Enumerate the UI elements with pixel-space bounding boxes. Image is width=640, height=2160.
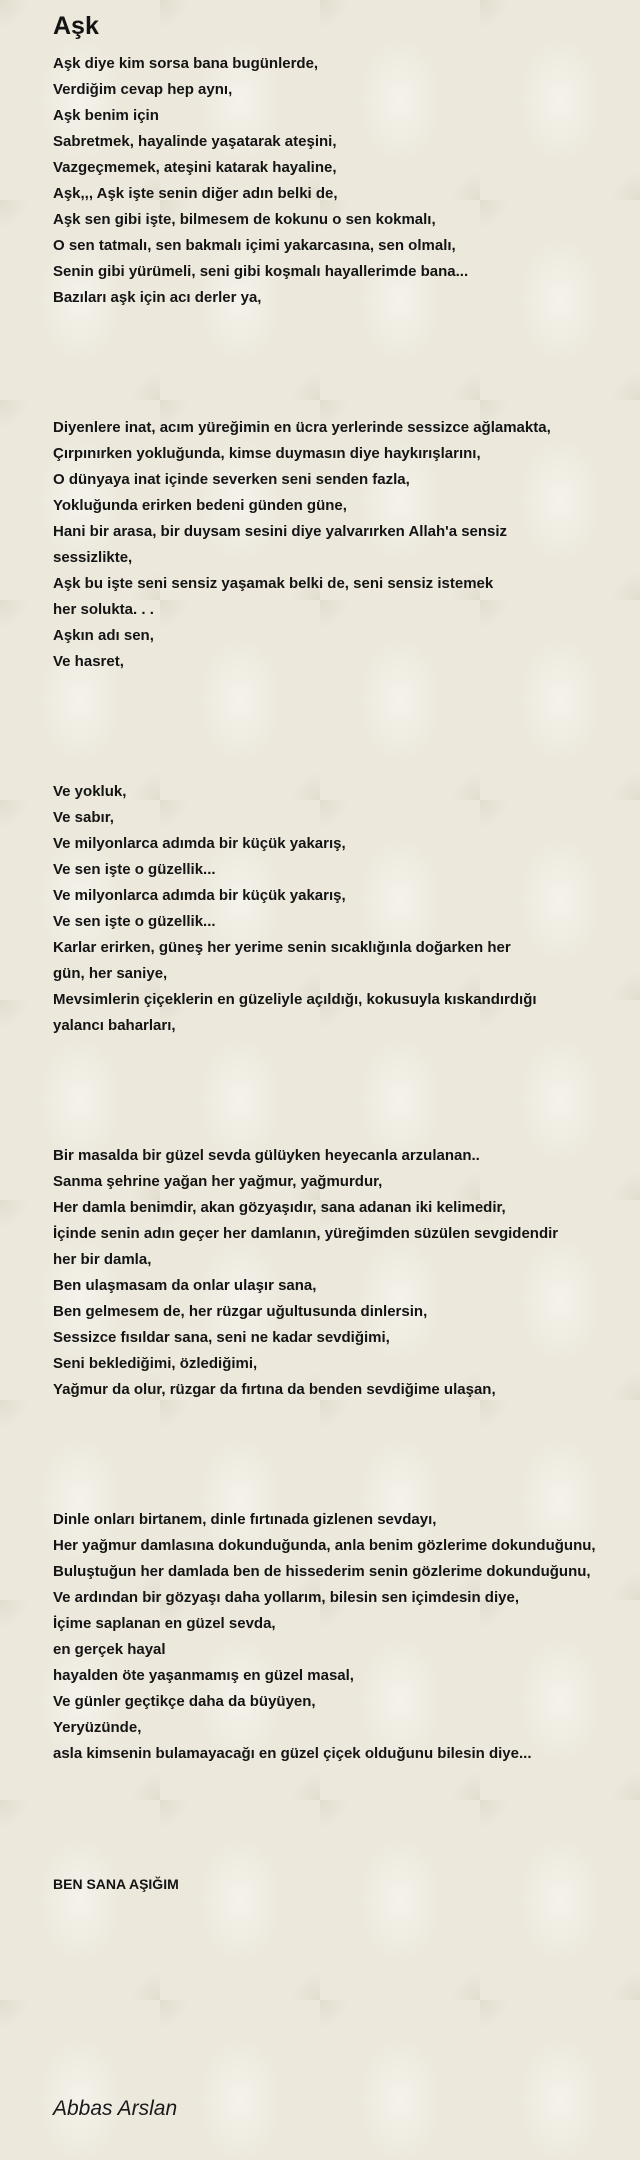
poem-line: Mevsimlerin çiçeklerin en güzeliyle açıldığı, kokusuyla kıskandırdığı	[53, 991, 537, 1008]
closing-line: BEN SANA AŞIĞIM	[53, 1876, 179, 1892]
poem-line: O dünyaya inat içinde severken seni senden fazla,	[53, 471, 410, 488]
poem-line: İçime saplanan en güzel sevda,	[53, 1615, 276, 1632]
poem-line: Ve sen işte o güzellik...	[53, 861, 216, 878]
poem-line: Aşk bu işte seni sensiz yaşamak belki de, seni sensiz istemek	[53, 575, 494, 592]
poem-line: Seni beklediğimi, özlediğimi,	[53, 1355, 258, 1372]
stanza-1	[53, 51, 633, 311]
stanza-spacer	[53, 1403, 633, 1507]
poem-line: O sen tatmalı, sen bakmalı içimi yakarcasına, sen olmalı,	[53, 237, 456, 254]
author-signature: Abbas Arslan	[53, 2097, 178, 2120]
poem-line: Ve milyonlarca adımda bir küçük yakarış,	[53, 835, 346, 852]
stanza-spacer	[53, 311, 633, 415]
poem-line: Vazgeçmemek, ateşini katarak hayaline,	[53, 159, 337, 176]
poem-line: yalancı baharları,	[53, 1017, 176, 1034]
poem-line: Yokluğunda erirken bedeni günden güne,	[53, 497, 347, 514]
poem-line: Sessizce fısıldar sana, seni ne kadar sevdiğimi,	[53, 1329, 390, 1346]
poem-line: Her damla benimdir, akan gözyaşıdır, sana adanan iki kelimedir,	[53, 1199, 506, 1216]
poem-line: Sanma şehrine yağan her yağmur, yağmurdur,	[53, 1173, 383, 1190]
poem-line: Verdiğim cevap hep aynı,	[53, 81, 233, 98]
poem-line: Çırpınırken yokluğunda, kimse duymasın diye haykırışlarını,	[53, 445, 481, 462]
poem-line: Ve hasret,	[53, 653, 124, 670]
stanza-spacer	[53, 675, 633, 779]
poem-line: gün, her saniye,	[53, 965, 168, 982]
stanza-2	[53, 415, 633, 675]
poem-line: Aşk diye kim sorsa bana bugünlerde,	[53, 55, 319, 72]
poem-line: Ve sabır,	[53, 809, 114, 826]
poem-line: Ve günler geçtikçe daha da büyüyen,	[53, 1693, 316, 1710]
poem-line: Yağmur da olur, rüzgar da fırtına da benden sevdiğime ulaşan,	[53, 1381, 496, 1398]
poem-line: Senin gibi yürümeli, seni gibi koşmalı hayallerimde bana...	[53, 263, 469, 280]
poem-line: Aşk benim için	[53, 107, 159, 124]
poem-line: Ve yokluk,	[53, 783, 127, 800]
poem-line: Buluştuğun her damlada ben de hissederim senin gözlerime dokunduğunu,	[53, 1563, 591, 1580]
poem-line: Ve milyonlarca adımda bir küçük yakarış,	[53, 887, 346, 904]
poem-line: her bir damla,	[53, 1251, 152, 1268]
poem-line: Ben ulaşmasam da onlar ulaşır sana,	[53, 1277, 317, 1294]
poem-title: Aşk	[53, 12, 99, 40]
poem-line: Karlar erirken, güneş her yerime senin sıcaklığınla doğarken her	[53, 939, 511, 956]
poem-line: Ve ardından bir gözyaşı daha yollarım, bilesin sen içimdesin diye,	[53, 1589, 519, 1606]
poem-line: Aşk,,, Aşk işte senin diğer adın belki de,	[53, 185, 338, 202]
poem-line: Ve sen işte o güzellik...	[53, 913, 216, 930]
poem-line: Sabretmek, hayalinde yaşatarak ateşini,	[53, 133, 337, 150]
stanza-4	[53, 1143, 633, 1403]
poem-line: Her yağmur damlasına dokunduğunda, anla benim gözlerime dokunduğunu,	[53, 1537, 596, 1554]
poem-line: Dinle onları birtanem, dinle fırtınada gizlenen sevdayı,	[53, 1511, 437, 1528]
poem-line: Aşk sen gibi işte, bilmesem de kokunu o sen kokmalı,	[53, 211, 436, 228]
stanza-5	[53, 1507, 633, 1767]
poem-line: asla kimsenin bulamayacağı en güzel çiçek olduğunu bilesin diye...	[53, 1745, 532, 1762]
poem-line: Bazıları aşk için acı derler ya,	[53, 289, 262, 306]
poem-line: Hani bir arasa, bir duysam sesini diye yalvarırken Allah'a sensiz	[53, 523, 508, 540]
poem-line: Ben gelmesem de, her rüzgar uğultusunda dinlersin,	[53, 1303, 428, 1320]
stanza-spacer	[53, 1767, 633, 1871]
poem-line: İçinde senin adın geçer her damlanın, yüreğimden süzülen sevgidendir	[53, 1225, 559, 1242]
poem-container	[53, 10, 633, 1897]
poem-line: Bir masalda bir güzel sevda gülüyken heyecanla arzulanan..	[53, 1147, 480, 1164]
poem-line: Yeryüzünde,	[53, 1719, 142, 1736]
poem-line: Diyenlere inat, acım yüreğimin en ücra yerlerinde sessizce ağlamakta,	[53, 419, 551, 436]
poem-line: sessizlikte,	[53, 549, 133, 566]
stanza-spacer	[53, 1039, 633, 1143]
poem-line: hayalden öte yaşanmamış en güzel masal,	[53, 1667, 354, 1684]
poem-line: Aşkın adı sen,	[53, 627, 154, 644]
poem-line: en gerçek hayal	[53, 1641, 166, 1658]
poem-line: her solukta. . .	[53, 601, 154, 618]
stanza-3	[53, 779, 633, 1039]
